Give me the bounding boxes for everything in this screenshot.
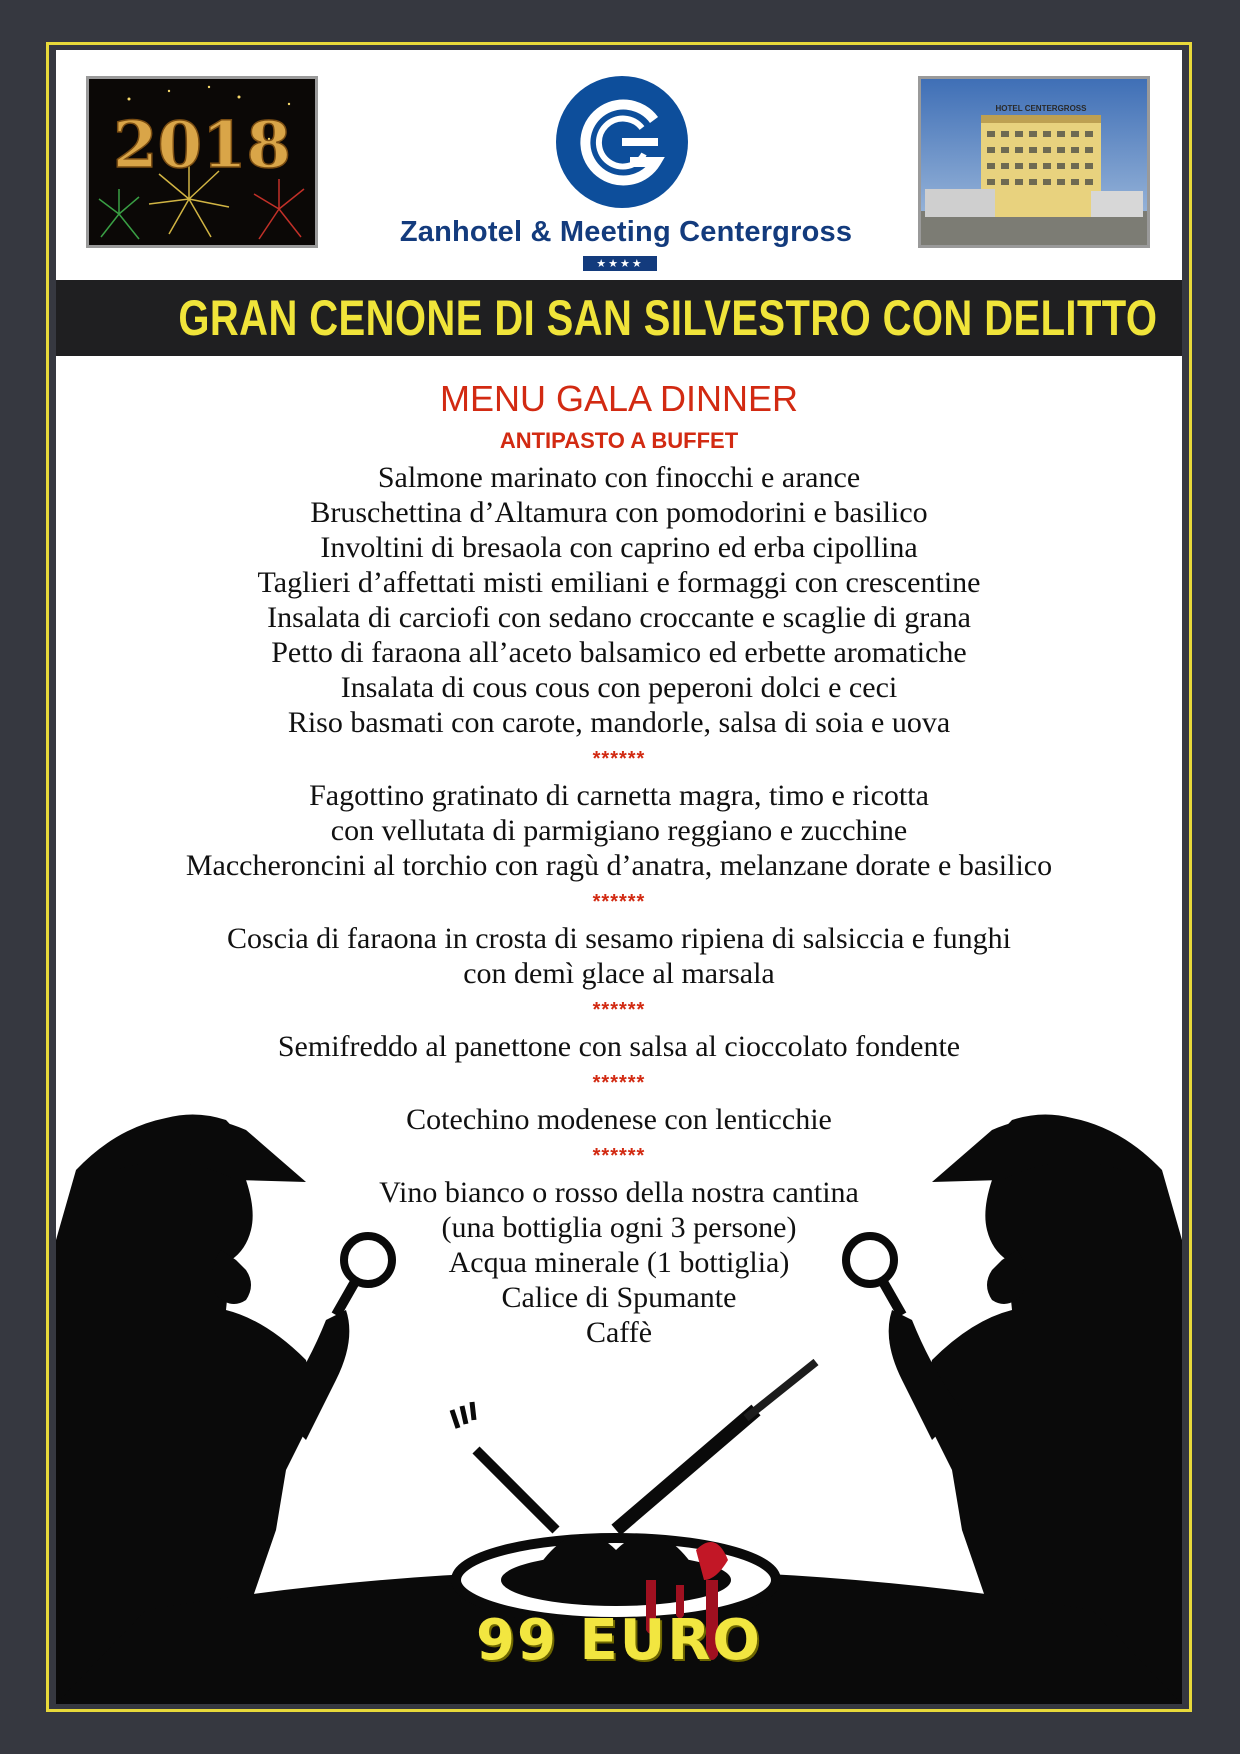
menu-heading: MENU GALA DINNER [439, 378, 799, 419]
course-separator: ****** [592, 748, 646, 770]
event-title: GRAN CENONE DI SAN SILVESTRO CON DELITTO [178, 290, 1158, 346]
dish-line: con vellutata di parmigiano reggiano e zucchine [330, 814, 908, 847]
drink-line: Acqua minerale (1 bottiglia) [448, 1246, 790, 1279]
drink-line: Caffè [585, 1316, 653, 1349]
dish-line: con demì glace al marsala [463, 957, 775, 990]
hotel-sign-text: HOTEL CENTERGROSS [995, 104, 1087, 113]
menu-sheet [56, 50, 1182, 1704]
hotel-building-image [918, 76, 1150, 248]
event-title-bar [56, 280, 1182, 356]
dish-line: Involtini di bresaola con caprino ed erba cipollina [320, 531, 918, 564]
year-2018-text: 2018 [112, 108, 292, 183]
brand-name: Zanhotel & Meeting Centergross [399, 216, 853, 248]
fireworks-2018-image [86, 76, 318, 248]
dish-line: Coscia di faraona in crosta di sesamo ripiena di salsiccia e funghi [227, 922, 1011, 955]
course-separator: ****** [592, 999, 646, 1021]
dish-line: Bruschettina d’Altamura con pomodorini e basilico [310, 496, 928, 529]
course-separator: ****** [592, 891, 646, 913]
drink-line: (una bottiglia ogni 3 persone) [441, 1211, 797, 1244]
hotel-stars: ★★★★ [583, 256, 657, 271]
hotel-logo [356, 76, 896, 270]
dish-line: Insalata di cous cous con peperoni dolci e ceci [340, 671, 898, 704]
dish-line: Taglieri d’affettati misti emiliani e formaggi con crescentine [257, 566, 981, 599]
menu-content [56, 376, 1182, 1350]
antipasto-heading: ANTIPASTO A BUFFET [499, 428, 739, 453]
course-separator: ****** [592, 1145, 646, 1167]
dish-line: Maccheroncini al torchio con ragù d’anatra, melanzane dorate e basilico [185, 849, 1053, 882]
drink-line: Calice di Spumante [501, 1281, 737, 1314]
dish-line: Insalata di carciofi con sedano croccante e scaglie di grana [267, 601, 971, 634]
dish-line: Salmone marinato con finocchi e arance [377, 461, 861, 494]
dish-line: Petto di faraona all’aceto balsamico ed erbette aromatiche [271, 636, 967, 669]
dish-line: Semifreddo al panettone con salsa al cioccolato fondente [277, 1030, 961, 1063]
logo-mark-icon [556, 76, 688, 208]
dish-line: Riso basmati con carote, mandorle, salsa di soia e uova [287, 706, 951, 739]
drink-line: Vino bianco o rosso della nostra cantina [379, 1176, 859, 1209]
dish-line: Cotechino modenese con lenticchie [406, 1103, 832, 1136]
course-separator: ****** [592, 1072, 646, 1094]
dish-line: Fagottino gratinato di carnetta magra, timo e ricotta [309, 779, 929, 812]
price-label: 99 EURO [476, 1608, 762, 1673]
